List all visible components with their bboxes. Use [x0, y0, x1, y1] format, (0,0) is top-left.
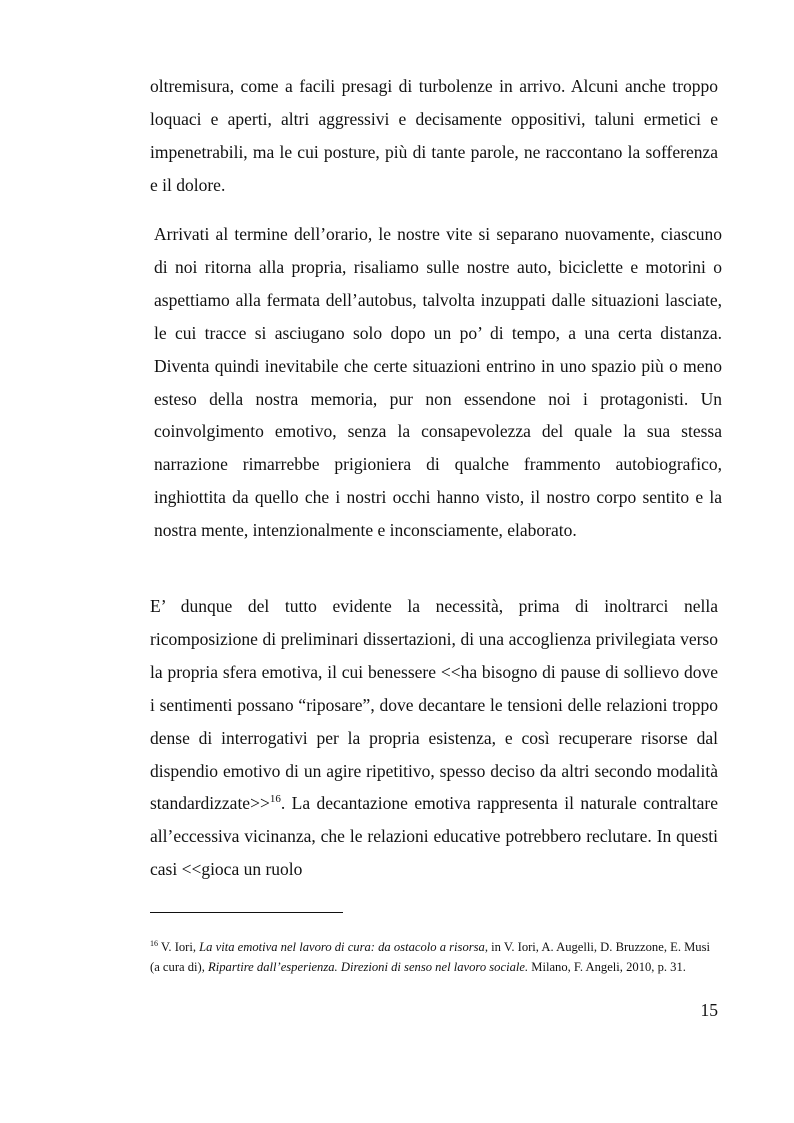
footnote-title-2: Ripartire dall’esperienza. Direzioni di senso nel lavoro sociale.	[208, 959, 529, 974]
footnote-middle: , in V. Iori, A. Augelli, D. Bruzzone, E. Musi (a cura di),	[150, 940, 711, 974]
footnote-title-1: La vita emotiva nel lavoro di cura: da ostacolo a risorsa	[199, 940, 485, 954]
paragraph-2: Arrivati al termine dell’orario, le nostre vite si separano nuovamente, ciascuno di noi ritorna alla propria, risaliamo sulle nostre auto, biciclette e motorini o aspettiamo alla fermata dell’autobus, talvolta inzuppati dalle situazioni lasciate, le cui tracce si asciugano solo dopo un po’ di tempo, a una certa distanza. Diventa quindi inevitabile che certe situazioni entrino in uno spazio più o meno esteso della nostra memoria, pur non essendone noi i protagonisti. Un coinvolgimento emotivo, senza la consapevolezza del quale la sua stessa narrazione rimarrebbe prigioniera di qualche frammento autobiografico, inghiottita da quello che i nostri occhi hanno visto, il nostro corpo sentito e la nostra mente, intenzionalmente e inconsciamente, elaborato.	[154, 224, 722, 541]
footnote-reference[interactable]: 16	[269, 793, 281, 806]
paragraph-3-text-b: . La decantazione emotiva rappresenta il naturale contraltare all’eccessiva vicinanza, che le relazioni educative potrebbero reclutare. In questi casi <<gioca un ruolo	[150, 793, 718, 880]
paragraph-3	[150, 590, 718, 886]
footnote-separator	[150, 912, 343, 913]
page-number: 15	[700, 1000, 718, 1020]
footnote-author: V. Iori,	[158, 940, 200, 954]
footnote-16	[150, 938, 718, 977]
footnote-end: Milano, F. Angeli, 2010, p. 31.	[528, 959, 686, 974]
paragraph-1: oltremisura, come a facili presagi di turbolenze in arrivo. Alcuni anche troppo loquaci e aperti, altri aggressivi e decisamente oppositivi, taluni ermetici e impenetrabili, ma le cui posture, più di tante parole, ne raccontano la sofferenza e il dolore.	[150, 76, 718, 195]
footnote-number: 16	[150, 938, 158, 948]
paragraph-3-text-a: E’ dunque del tutto evidente la necessità, prima di inoltrarci nella ricomposizione di preliminari dissertazioni, di una accoglienza privilegiata verso la propria sfera emotiva, il cui benessere <<ha bisogno di pause di sollievo dove i sentimenti possano “riposare”, dove decantare le tensioni delle relazioni troppo dense di interrogativi per la propria esistenza, e così recuperare risorse dal dispendio emotivo di un agire ripetitivo, spesso deciso da altri secondo modalità standardizzate>>	[150, 596, 718, 814]
